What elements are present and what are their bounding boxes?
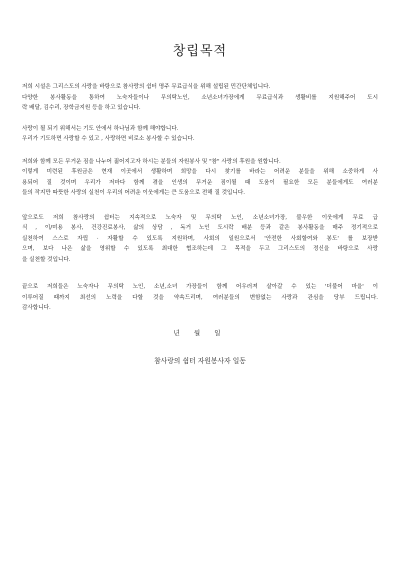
paragraph-line: 저희 시설은 그리스도의 사랑을 바탕으로 참사랑의 쉼터 명주 무료급식을 위해 설립된 민간단체입니다. [22,84,271,90]
paragraph-line: 들의 작지만 따뜻한 사랑의 실천이 우리의 어려운 이웃에게는 큰 도움으로 전해 질 것입니다. [22,190,246,196]
paragraph-line: 다양한 봉사활동을 통하여 노숙자들이나 무의탁노인, 소년소녀가장에게 무료급식과 생활비를 지원해주어 도시 [22,94,378,101]
document-signature: 참사랑의 쉼터 자원봉사자 일동 [154,356,246,365]
document-date: 년 월 일 [173,328,227,337]
paragraph-line: 사랑이 될 되기 위해서는 기도 안에서 하나님과 함께 해야합니다. [22,125,179,132]
paragraph-line: 우리가 기도하면 사랑할 수 있고 , 사랑하면 비로소 봉사할 수 있습니다. [22,136,195,142]
paragraph-line: 이루어질 때까지 최선의 노력을 다할 것을 약속드리며, 여러분들의 변함없는 사랑과 관심을 당부 드립니다. [22,294,378,301]
document-title: 창립목적 [172,44,228,59]
paragraph-line: 실천하여 스스로 자립 · 자활할 수 있도록 지원하며, 사회의 일원으로서 '안전한 사회할여와 봉도' 를 보장받 [22,235,378,242]
paragraph-line: 을 실천할 것입니다. [22,256,71,263]
paragraph-support [22,157,378,199]
paragraph-closing [22,282,378,314]
paragraph-line: 끝으로 저희들은 노숙자나 무의탁 노인, 소년,소녀 가장들이 함께 어우러져 살아갈 수 있는 '더불어 마을' 이 [22,284,378,290]
paragraph-line: 이렇게 미련된 후원금은 현재 이곳에서 생활하며 희망을 다시 찾기를 바라는 어려운 분들을 위해 소중하게 사 [22,169,378,175]
paragraph-intro [22,82,378,114]
paragraph-prayer [22,124,378,145]
paragraph-line: 락 배달, 김수리, 장학금지원 등을 하고 있습니다. [22,105,141,111]
paragraph-line: 저희와 함께 모든 무거운 짐을 나누어 짊어지고자 하시는 분들의 자원봉사 및 "참" 사랑의 후원을 원합니다. [22,158,281,165]
paragraph-line: 감사합니다. [22,305,51,311]
paragraph-line: 앞으로도 저희 참사랑의 쉼터는 지속적으로 노숙자 및 무의탁 노인, 소년소녀가장, 불우한 이웃에게 무료 급 [22,214,378,221]
paragraph-line: 용되어 질 것이며 우리가 저마다 함께 겪을 인생의 무거운 짐이될 때 도움이 필요한 모든 분들에게도 여러분 [22,179,378,186]
paragraph-line: 식 , 이/미용 봉사, 건강진료봉사, 삶의 상담 , 독거 노인 도시락 배분 등과 같은 봉사활동을 매주 정기적으로 [22,225,378,231]
paragraph-future [22,213,378,266]
paragraph-line: 으며, 보다 나은 삶을 영위할 수 있도록 최대한 협조하는데 그 목적을 두고 그리스도의 정신을 바탕으로 사랑 [22,246,378,252]
